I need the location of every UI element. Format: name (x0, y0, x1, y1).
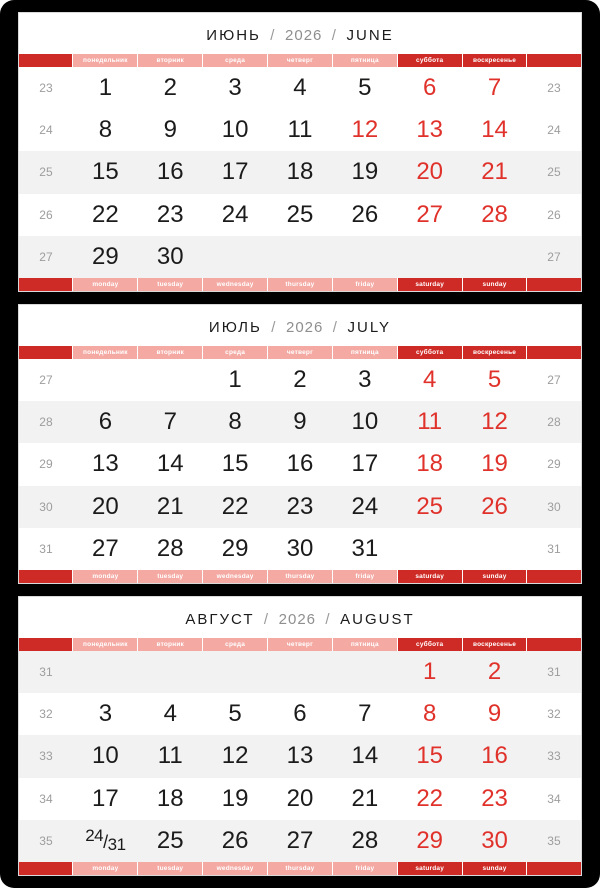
day-cell (73, 651, 138, 693)
day-cell: 2 (462, 651, 527, 693)
day-cell: 14 (332, 735, 397, 777)
day-header-ru-воскресенье: воскресенье (462, 638, 527, 651)
day-cell: 26 (462, 486, 527, 528)
day-header-ru-среда: среда (203, 346, 268, 359)
week-col-header-right (527, 346, 581, 359)
week-row (19, 67, 581, 109)
calendar-block (18, 304, 582, 584)
day-cell: 27 (73, 528, 138, 570)
month-grid (19, 54, 581, 291)
day-header-en-thursday: thursday (268, 278, 333, 291)
day-cell: 1 (397, 651, 462, 693)
title-separator: / (263, 611, 270, 628)
day-cell: 19 (332, 151, 397, 193)
day-header-en-sunday: sunday (462, 862, 527, 875)
day-cell: 25 (397, 486, 462, 528)
day-cell: 9 (268, 401, 333, 443)
month-title (19, 305, 581, 346)
day-cell (462, 528, 527, 570)
day-cell: 15 (73, 151, 138, 193)
day-header-ru-четверг: четверг (268, 638, 333, 651)
day-header-ru-вторник: вторник (138, 346, 203, 359)
day-cell: 17 (203, 151, 268, 193)
title-separator: / (325, 611, 331, 628)
day-cell: 12 (462, 401, 527, 443)
day-header-en-friday: friday (332, 278, 397, 291)
day-cell: 19 (462, 443, 527, 485)
day-cell (138, 359, 203, 401)
day-cell: 6 (73, 401, 138, 443)
day-cell: 23 (268, 486, 333, 528)
week-number-right: 25 (527, 151, 581, 193)
day-cell (203, 236, 268, 278)
day-cell: 23 (138, 194, 203, 236)
day-cell: 14 (462, 109, 527, 151)
week-row (19, 194, 581, 236)
day-cell: 11 (268, 109, 333, 151)
week-col-header-left (19, 54, 73, 67)
day-header-ru-четверг: четверг (268, 346, 333, 359)
day-cell: 4 (138, 693, 203, 735)
day-cell (138, 651, 203, 693)
day-cell: 22 (397, 778, 462, 820)
day-cell: 21 (138, 486, 203, 528)
calendar-blocks (18, 12, 582, 876)
week-row (19, 778, 581, 820)
week-col-footer-left (19, 570, 73, 583)
day-cell (268, 651, 333, 693)
day-header-en-tuesday: tuesday (138, 570, 203, 583)
week-number-left: 33 (19, 735, 73, 777)
day-cell (203, 651, 268, 693)
week-number-right: 34 (527, 778, 581, 820)
day-cell: 13 (397, 109, 462, 151)
month-name-ru: ИЮНЬ (206, 27, 261, 44)
week-col-footer-left (19, 278, 73, 291)
week-col-footer-right (527, 862, 581, 875)
day-header-ru-понедельник: понедельник (73, 346, 138, 359)
day-header-en-sunday: sunday (462, 278, 527, 291)
day-cell: 25 (268, 194, 333, 236)
day-cell: 8 (203, 401, 268, 443)
month-name-en: JULY (347, 319, 392, 336)
day-cell: 6 (268, 693, 333, 735)
week-number-right: 31 (527, 528, 581, 570)
week-row (19, 109, 581, 151)
title-separator: / (331, 27, 338, 44)
week-number-left: 32 (19, 693, 73, 735)
calendar-block (18, 12, 582, 292)
day-cell: 30 (138, 236, 203, 278)
day-cell: 20 (73, 486, 138, 528)
week-row (19, 359, 581, 401)
day-header-en-monday: monday (73, 570, 138, 583)
day-header-ru-вторник: вторник (138, 54, 203, 67)
month-grid (19, 346, 581, 583)
day-cell: 18 (397, 443, 462, 485)
day-cell: 4 (397, 359, 462, 401)
title-separator: / (271, 319, 277, 336)
week-number-left: 27 (19, 236, 73, 278)
week-number-left: 30 (19, 486, 73, 528)
day-cell: 22 (203, 486, 268, 528)
day-header-ru-пятница: пятница (332, 638, 397, 651)
day-cell: 8 (397, 693, 462, 735)
day-cell: 7 (138, 401, 203, 443)
day-header-en-friday: friday (332, 862, 397, 875)
day-cell: 25 (138, 820, 203, 862)
day-cell: 3 (203, 67, 268, 109)
day-cell: 2 (138, 67, 203, 109)
day-cell (73, 820, 138, 862)
day-header-ru-понедельник: понедельник (73, 54, 138, 67)
week-number-right: 33 (527, 735, 581, 777)
week-col-header-right (527, 638, 581, 651)
week-row (19, 443, 581, 485)
day-cell: 29 (73, 236, 138, 278)
week-number-left: 26 (19, 194, 73, 236)
day-cell: 10 (332, 401, 397, 443)
day-cell: 18 (268, 151, 333, 193)
month-name-ru: ИЮЛЬ (208, 319, 262, 336)
day-cell: 20 (268, 778, 333, 820)
day-header-en-wednesday: wednesday (203, 278, 268, 291)
day-header-en-tuesday: tuesday (138, 862, 203, 875)
week-col-header-right (527, 54, 581, 67)
week-col-header-left (19, 638, 73, 651)
day-cell: 9 (462, 693, 527, 735)
day-header-ru-суббота: суббота (397, 346, 462, 359)
week-col-header-left (19, 346, 73, 359)
week-number-right: 30 (527, 486, 581, 528)
week-row (19, 735, 581, 777)
week-number-right: 31 (527, 651, 581, 693)
week-col-footer-right (527, 278, 581, 291)
day-header-ru-суббота: суббота (397, 638, 462, 651)
day-cell (397, 236, 462, 278)
day-cell: 27 (397, 194, 462, 236)
month-title (19, 597, 581, 638)
day-cell (268, 236, 333, 278)
title-separator: / (332, 319, 339, 336)
day-cell: 20 (397, 151, 462, 193)
day-cell: 8 (73, 109, 138, 151)
week-number-right: 26 (527, 194, 581, 236)
day-header-ru-суббота: суббота (397, 54, 462, 67)
day-header-ru-среда: среда (203, 638, 268, 651)
day-cell: 21 (462, 151, 527, 193)
week-number-left: 31 (19, 651, 73, 693)
month-title (19, 13, 581, 54)
week-row (19, 151, 581, 193)
day-cell: 3 (73, 693, 138, 735)
day-cell (73, 359, 138, 401)
day-cell: 22 (73, 194, 138, 236)
week-number-left: 31 (19, 528, 73, 570)
day-cell: 30 (462, 820, 527, 862)
day-cell: 5 (462, 359, 527, 401)
month-grid (19, 638, 581, 875)
day-cell: 12 (203, 735, 268, 777)
week-col-footer-left (19, 862, 73, 875)
day-cell: 15 (203, 443, 268, 485)
day-header-en-friday: friday (332, 570, 397, 583)
day-header-en-thursday: thursday (268, 570, 333, 583)
day-cell: 15 (397, 735, 462, 777)
day-cell: 27 (268, 820, 333, 862)
week-row (19, 528, 581, 570)
day-cell: 21 (332, 778, 397, 820)
day-cell: 6 (397, 67, 462, 109)
day-cell: 14 (138, 443, 203, 485)
day-header-ru-вторник: вторник (138, 638, 203, 651)
day-cell: 13 (268, 735, 333, 777)
calendar-block (18, 596, 582, 876)
week-row (19, 651, 581, 693)
week-number-right: 32 (527, 693, 581, 735)
day-cell: 28 (138, 528, 203, 570)
month-name-ru: АВГУСТ (185, 611, 255, 628)
day-cell: 24 (203, 194, 268, 236)
day-cell: 26 (332, 194, 397, 236)
day-cell: 16 (462, 735, 527, 777)
year-label: 2026 (286, 319, 324, 336)
day-cell: 17 (73, 778, 138, 820)
week-number-left: 34 (19, 778, 73, 820)
week-row (19, 486, 581, 528)
day-cell: 1 (203, 359, 268, 401)
day-cell: 5 (203, 693, 268, 735)
week-number-left: 23 (19, 67, 73, 109)
day-cell: 19 (203, 778, 268, 820)
week-row (19, 236, 581, 278)
week-row (19, 693, 581, 735)
week-number-right: 23 (527, 67, 581, 109)
week-number-right: 28 (527, 401, 581, 443)
day-cell: 29 (203, 528, 268, 570)
day-cell (332, 651, 397, 693)
week-number-left: 25 (19, 151, 73, 193)
day-cell (332, 236, 397, 278)
week-number-left: 35 (19, 820, 73, 862)
day-header-ru-воскресенье: воскресенье (462, 54, 527, 67)
year-label: 2026 (278, 611, 317, 628)
day-header-en-tuesday: tuesday (138, 278, 203, 291)
day-cell: 16 (268, 443, 333, 485)
day-cell: 9 (138, 109, 203, 151)
week-row (19, 401, 581, 443)
day-cell: 29 (397, 820, 462, 862)
double-day-label: $^{24}/_{31}$ (85, 826, 126, 855)
week-col-footer-right (527, 570, 581, 583)
day-header-ru-понедельник: понедельник (73, 638, 138, 651)
day-header-en-monday: monday (73, 278, 138, 291)
day-header-en-monday: monday (73, 862, 138, 875)
day-header-en-sunday: sunday (462, 570, 527, 583)
day-cell: 18 (138, 778, 203, 820)
week-number-left: 28 (19, 401, 73, 443)
day-header-ru-четверг: четверг (268, 54, 333, 67)
year-label: 2026 (285, 27, 323, 44)
month-name-en: JUNE (346, 27, 394, 44)
title-separator: / (270, 27, 276, 44)
day-header-en-saturday: saturday (397, 278, 462, 291)
week-row (19, 820, 581, 862)
day-cell: 30 (268, 528, 333, 570)
day-cell: 28 (462, 194, 527, 236)
day-cell: 10 (203, 109, 268, 151)
day-cell: 4 (268, 67, 333, 109)
week-number-right: 35 (527, 820, 581, 862)
day-cell (462, 236, 527, 278)
day-cell: 3 (332, 359, 397, 401)
day-cell: 31 (332, 528, 397, 570)
day-cell: 16 (138, 151, 203, 193)
week-number-right: 27 (527, 236, 581, 278)
day-cell: 13 (73, 443, 138, 485)
day-cell: 23 (462, 778, 527, 820)
day-cell: 24 (332, 486, 397, 528)
week-number-left: 24 (19, 109, 73, 151)
day-cell: 10 (73, 735, 138, 777)
day-header-ru-воскресенье: воскресенье (462, 346, 527, 359)
day-cell: 12 (332, 109, 397, 151)
day-cell: 5 (332, 67, 397, 109)
day-header-en-wednesday: wednesday (203, 570, 268, 583)
day-header-ru-среда: среда (203, 54, 268, 67)
month-name-en: AUGUST (340, 611, 415, 628)
week-number-right: 29 (527, 443, 581, 485)
week-number-left: 27 (19, 359, 73, 401)
day-cell: 11 (397, 401, 462, 443)
week-number-left: 29 (19, 443, 73, 485)
day-cell: 7 (332, 693, 397, 735)
day-cell: 1 (73, 67, 138, 109)
day-cell: 2 (268, 359, 333, 401)
day-header-en-saturday: saturday (397, 570, 462, 583)
day-cell: 7 (462, 67, 527, 109)
day-header-ru-пятница: пятница (332, 346, 397, 359)
day-cell: 17 (332, 443, 397, 485)
day-cell: 11 (138, 735, 203, 777)
day-cell (397, 528, 462, 570)
day-cell: 26 (203, 820, 268, 862)
day-header-en-wednesday: wednesday (203, 862, 268, 875)
day-header-en-saturday: saturday (397, 862, 462, 875)
day-cell: 28 (332, 820, 397, 862)
day-header-en-thursday: thursday (268, 862, 333, 875)
day-header-ru-пятница: пятница (332, 54, 397, 67)
week-number-right: 27 (527, 359, 581, 401)
week-number-right: 24 (527, 109, 581, 151)
